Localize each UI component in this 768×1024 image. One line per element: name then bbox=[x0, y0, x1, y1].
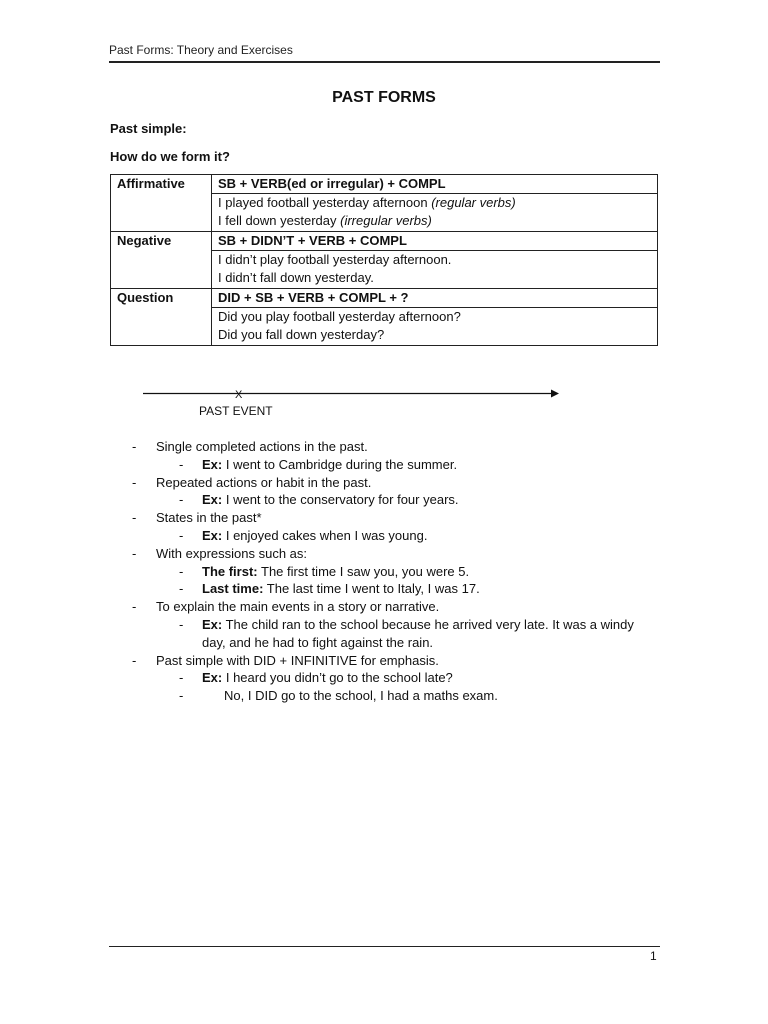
example-text: I fell down yesterday bbox=[218, 213, 341, 228]
row-label-affirmative: Affirmative bbox=[111, 175, 212, 232]
example-lead: Ex: bbox=[202, 616, 223, 632]
example-list bbox=[156, 616, 650, 652]
list-item bbox=[156, 580, 650, 598]
example-text: The child ran to the school because he arrived very late. It was a windy day, and he had to fight against the rain. bbox=[202, 616, 634, 650]
list-item bbox=[156, 456, 650, 474]
timeline-diagram bbox=[143, 384, 563, 404]
example-text: I didn’t fall down yesterday. bbox=[218, 270, 374, 285]
example-text: I heard you didn’t go to the school late? bbox=[222, 670, 453, 686]
header-rule bbox=[109, 61, 660, 63]
example-lead: Ex: bbox=[202, 527, 223, 543]
list-item bbox=[130, 474, 650, 510]
list-item bbox=[156, 669, 650, 687]
list-item bbox=[130, 598, 650, 651]
timeline-label: PAST EVENT bbox=[199, 404, 273, 418]
page-number: 1 bbox=[650, 949, 657, 963]
examples-affirmative bbox=[212, 194, 658, 232]
example-list bbox=[156, 669, 650, 705]
table-row-negative-formula bbox=[111, 232, 658, 251]
example-text: I played football yesterday afternoon bbox=[218, 195, 432, 210]
list-item bbox=[156, 527, 650, 545]
tense-heading: Past simple: bbox=[110, 121, 187, 136]
formula-negative: SB + DIDN’T + VERB + COMPL bbox=[212, 232, 658, 251]
list-item bbox=[156, 563, 650, 581]
example-text: No, I DID go to the school, I had a maths exam. bbox=[224, 688, 498, 704]
page-title: PAST FORMS bbox=[332, 89, 436, 106]
usage-text: States in the past* bbox=[156, 510, 262, 526]
list-item bbox=[130, 545, 650, 598]
example-line bbox=[218, 212, 651, 230]
example-lead: Ex: bbox=[202, 456, 223, 472]
example-lead: Ex: bbox=[202, 492, 223, 508]
example-text: The last time I went to Italy, I was 17. bbox=[263, 581, 480, 597]
example-text: Did you fall down yesterday? bbox=[218, 327, 385, 342]
footer-rule bbox=[109, 946, 660, 947]
row-label-negative: Negative bbox=[111, 232, 212, 289]
example-text: Did you play football yesterday afternoon? bbox=[218, 309, 461, 324]
example-text: I went to the conservatory for four years. bbox=[222, 492, 459, 508]
list-item bbox=[156, 687, 650, 705]
usage-text: With expressions such as: bbox=[156, 545, 308, 561]
table-row-affirmative-formula bbox=[111, 175, 658, 194]
formula-affirmative: SB + VERB(ed or irregular) + COMPL bbox=[212, 175, 658, 194]
list-item bbox=[130, 509, 650, 545]
usage-text: Single completed actions in the past. bbox=[156, 439, 368, 454]
list-item bbox=[156, 491, 650, 509]
table-row-question-formula bbox=[111, 289, 658, 308]
usage-list bbox=[130, 438, 650, 705]
formation-table bbox=[110, 174, 658, 346]
example-list bbox=[156, 527, 650, 545]
example-note: (irregular verbs) bbox=[340, 213, 432, 228]
row-label-question: Question bbox=[111, 289, 212, 346]
examples-question bbox=[212, 308, 658, 346]
example-list bbox=[156, 563, 650, 599]
formation-question: How do we form it? bbox=[110, 149, 230, 164]
timeline-marker: X bbox=[235, 389, 243, 401]
example-lead: Last time: bbox=[202, 581, 264, 597]
usage-text: To explain the main events in a story or narrative. bbox=[156, 599, 440, 615]
list-item bbox=[156, 616, 650, 652]
example-text: I didn’t play football yesterday afternoon. bbox=[218, 252, 452, 267]
example-list bbox=[156, 456, 650, 474]
usage-text: Repeated actions or habit in the past. bbox=[156, 474, 372, 490]
example-lead: The first: bbox=[202, 563, 258, 579]
list-item bbox=[130, 438, 650, 474]
example-list bbox=[156, 491, 650, 509]
example-note: (regular verbs) bbox=[431, 195, 516, 210]
formula-question: DID + SB + VERB + COMPL + ? bbox=[212, 289, 658, 308]
running-header: Past Forms: Theory and Exercises bbox=[109, 43, 293, 57]
list-item bbox=[130, 652, 650, 705]
example-text: I enjoyed cakes when I was young. bbox=[222, 527, 428, 543]
example-text: The first time I saw you, you were 5. bbox=[257, 563, 470, 579]
example-text: I went to Cambridge during the summer. bbox=[222, 456, 458, 472]
timeline-arrowhead bbox=[551, 390, 559, 398]
examples-negative bbox=[212, 251, 658, 289]
example-lead: Ex: bbox=[202, 670, 223, 686]
usage-text: Past simple with DID + INFINITIVE for emphasis. bbox=[156, 652, 439, 668]
example-line bbox=[218, 194, 651, 212]
